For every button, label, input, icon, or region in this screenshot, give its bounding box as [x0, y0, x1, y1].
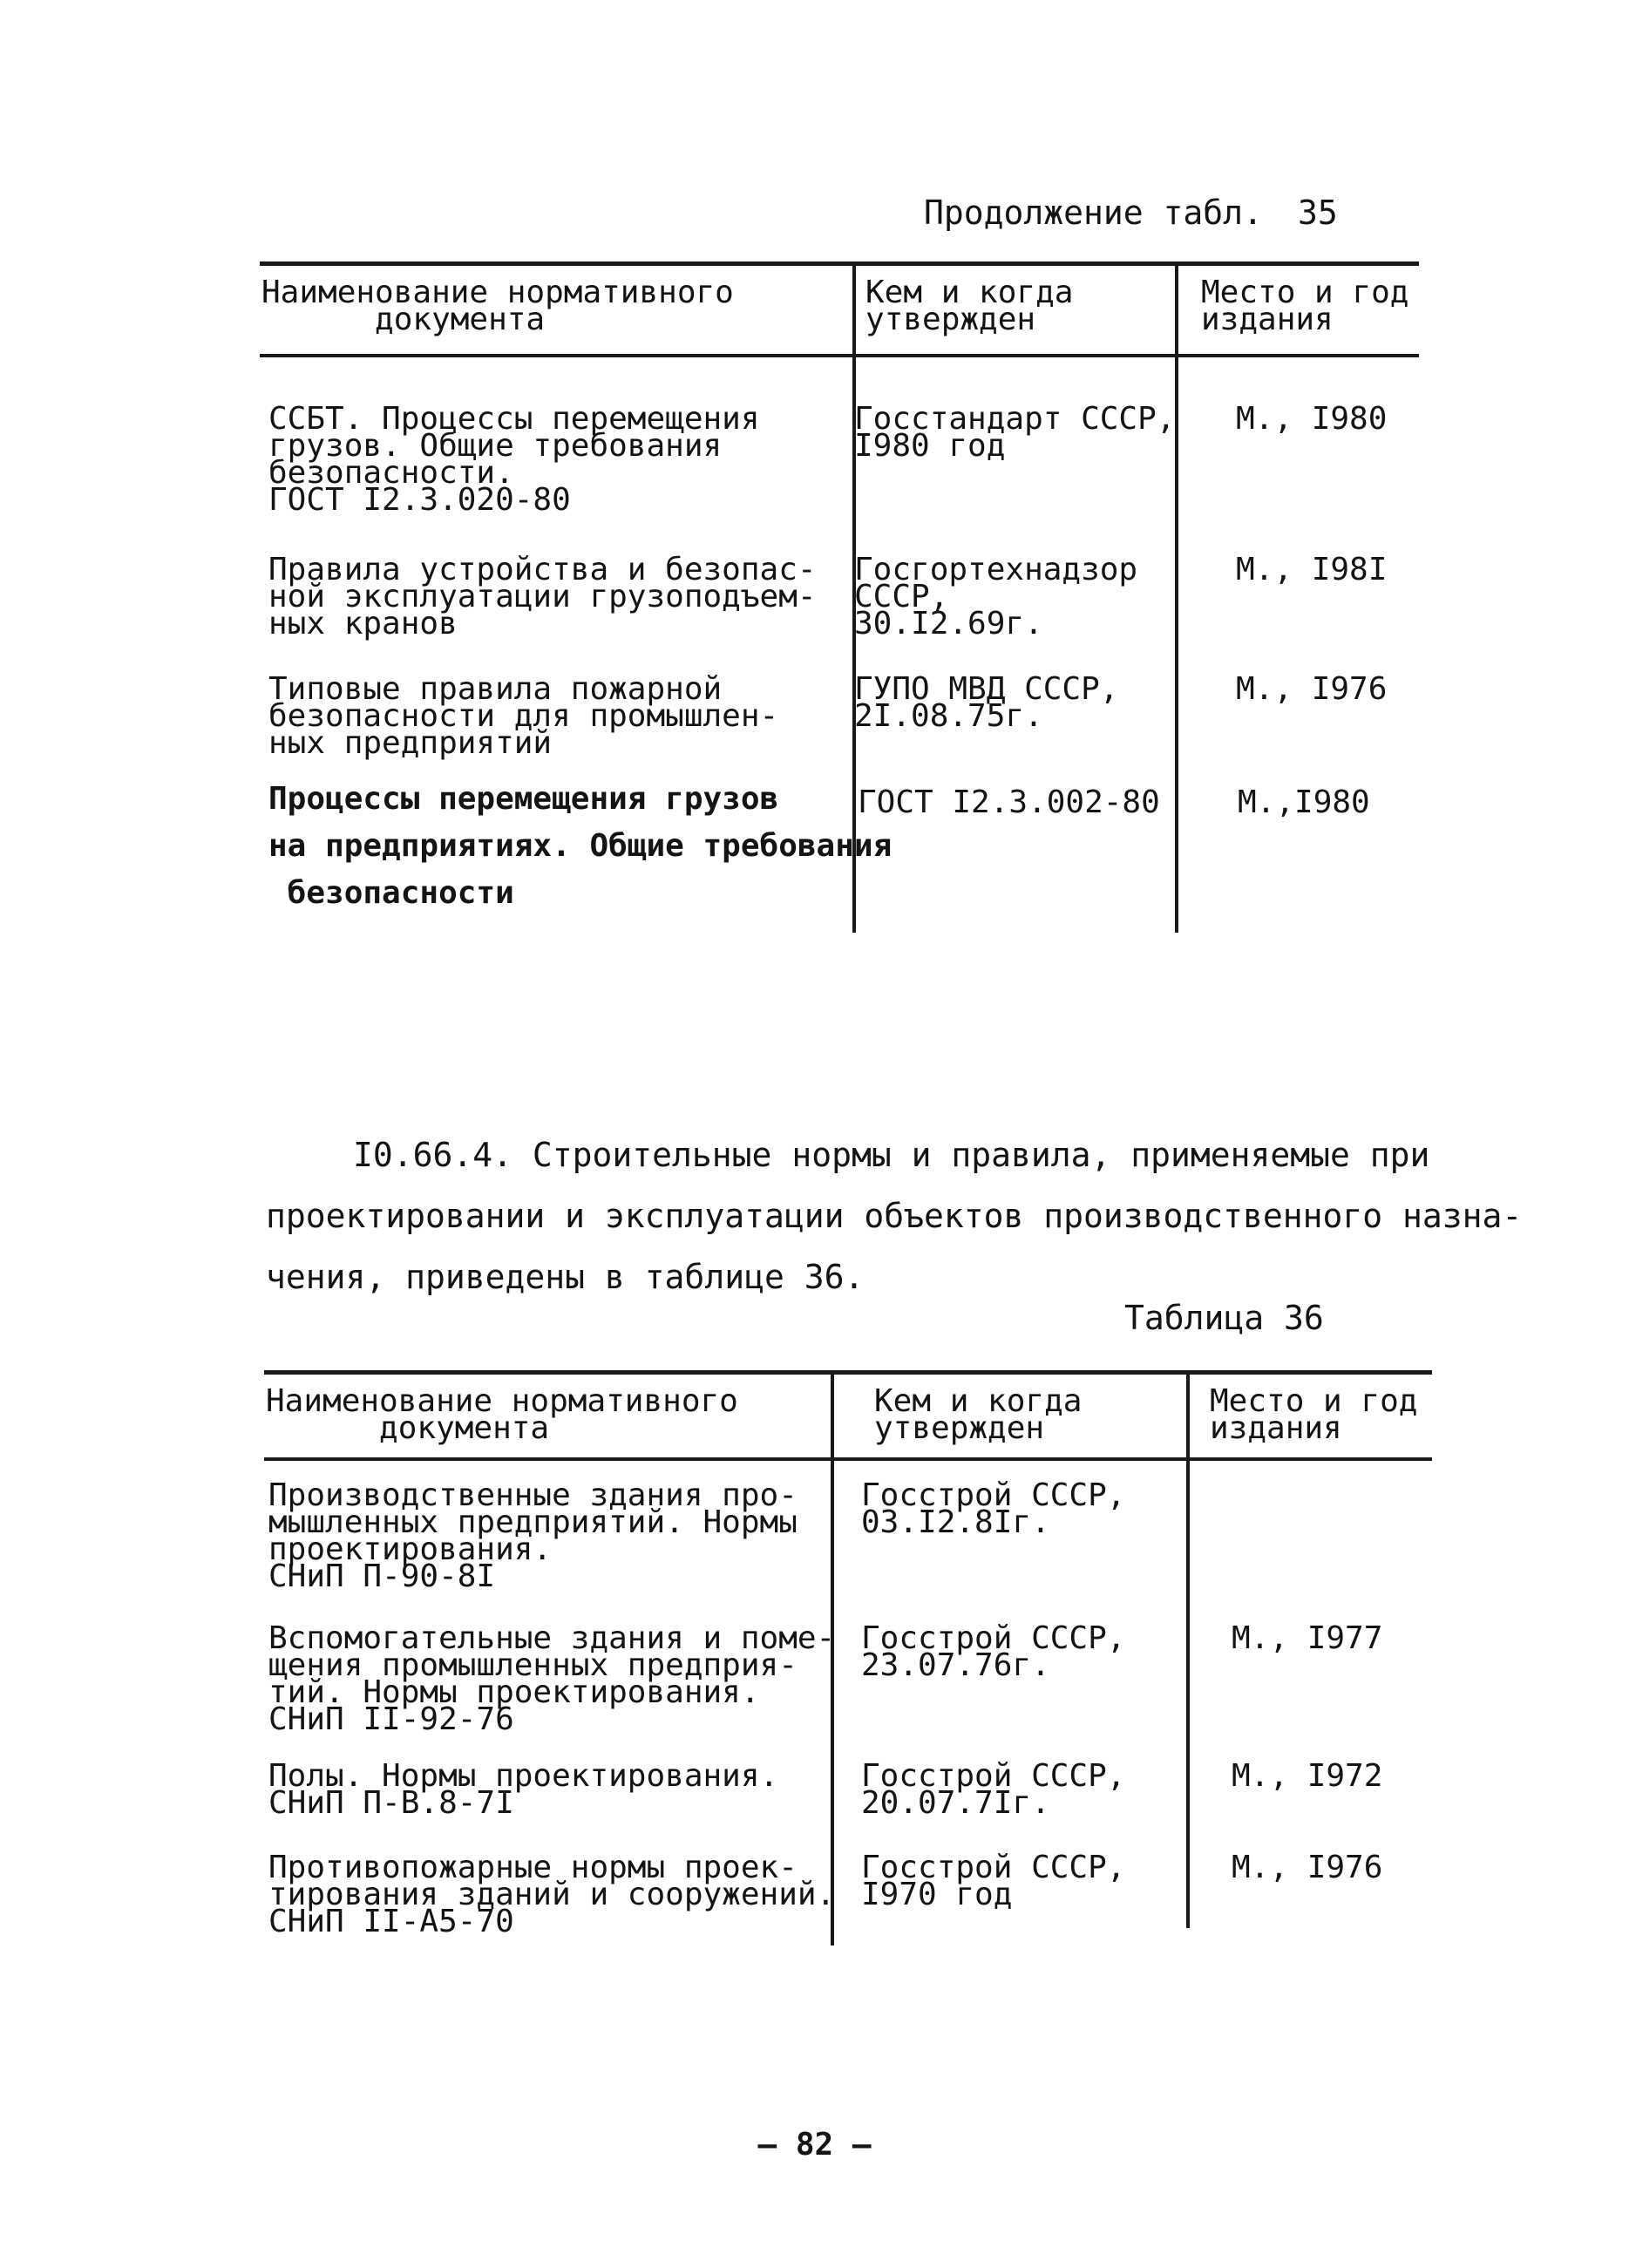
row-4-publication: М.,I980 [1238, 784, 1370, 820]
continuation-table-number: 35 [1297, 194, 1338, 232]
row-2-publication: М., I977 [1232, 1620, 1383, 1656]
column-divider [1175, 261, 1178, 933]
table-top-rule [264, 1370, 1432, 1375]
row-1-approved-by: Госстрой СССР, 03.I2.8Iг. [861, 1477, 1126, 1540]
row-3-publication: М., I976 [1236, 671, 1388, 707]
row-4-approved-by: Госстрой СССР, I970 год [861, 1850, 1126, 1912]
header-publication: Место и год издания [1210, 1383, 1418, 1446]
row-1-publication: М., I980 [1236, 401, 1388, 437]
row-2-approved-by: Госгортехнадзор СССР, 30.I2.69г. [854, 552, 1138, 642]
row-4-publication: М., I976 [1232, 1850, 1383, 1885]
table-header-rule [260, 354, 1419, 357]
row-4-document-name: Процессы перемещения грузов на предприятиях. Общие требования безопасности [268, 781, 893, 911]
table-35 [260, 261, 1419, 933]
row-1-approved-by: Госстандарт СССР, I980 год [854, 401, 1176, 464]
continuation-label: Продолжение табл. [924, 194, 1263, 232]
row-3-approved-by: ГУПО МВД СССР, 2I.08.75г. [854, 671, 1119, 734]
table-continuation-heading [924, 194, 1338, 232]
row-4-approved-by: ГОСТ I2.3.002-80 [858, 784, 1160, 820]
header-publication: Место и год издания [1201, 275, 1409, 337]
row-3-document-name: Типовые правила пожарной безопасности для промышлен- ных предприятий [268, 671, 779, 761]
row-2-publication: М., I98I [1236, 552, 1388, 587]
paragraph-line: чения, приведены в таблице 36. [266, 1258, 865, 1296]
page-number: — 82 — [757, 2127, 872, 2163]
row-4-document-name: Противопожарные нормы проек- тирования зданий и сооружений. СНиП II-А5-70 [268, 1850, 836, 1939]
paragraph-line: I0.66.4. Строительные нормы и правила, применяемые при [353, 1136, 1430, 1174]
row-3-publication: М., I972 [1232, 1758, 1383, 1794]
row-1-document-name: Производственные здания про- мышленных предприятий. Нормы проектирования. СНиП П-90-8I [268, 1477, 798, 1594]
section-paragraph [266, 1124, 1523, 1307]
header-document-name: Наименование нормативного документа [266, 1383, 738, 1446]
row-2-approved-by: Госстрой СССР, 23.07.76г. [861, 1620, 1126, 1683]
header-approved-by: Кем и когда утвержден [874, 1383, 1083, 1446]
header-document-name: Наименование нормативного документа [261, 275, 734, 337]
header-approved-by: Кем и когда утвержден [865, 275, 1074, 337]
table-36 [264, 1370, 1432, 1945]
row-3-document-name: Полы. Нормы проектирования. СНиП П-В.8-7I [268, 1758, 779, 1821]
row-1-document-name: ССБТ. Процессы перемещения грузов. Общие требования безопасности. ГОСТ I2.3.020-80 [268, 401, 760, 518]
column-divider [1186, 1370, 1190, 1928]
table-36-caption: Таблица 36 [1124, 1299, 1324, 1337]
paragraph-line: проектировании и эксплуатации объектов производственного назна- [266, 1197, 1523, 1235]
table-header-rule [264, 1457, 1432, 1461]
row-2-document-name: Вспомогательные здания и поме- щения промышленных предприя- тий. Нормы проектирования. СНиП II-92-76 [268, 1620, 836, 1737]
row-3-approved-by: Госстрой СССР, 20.07.7Iг. [861, 1758, 1126, 1821]
row-2-document-name: Правила устройства и безопас- ной эксплуатации грузоподъем- ных кранов [268, 552, 817, 642]
table-top-rule [260, 261, 1419, 266]
